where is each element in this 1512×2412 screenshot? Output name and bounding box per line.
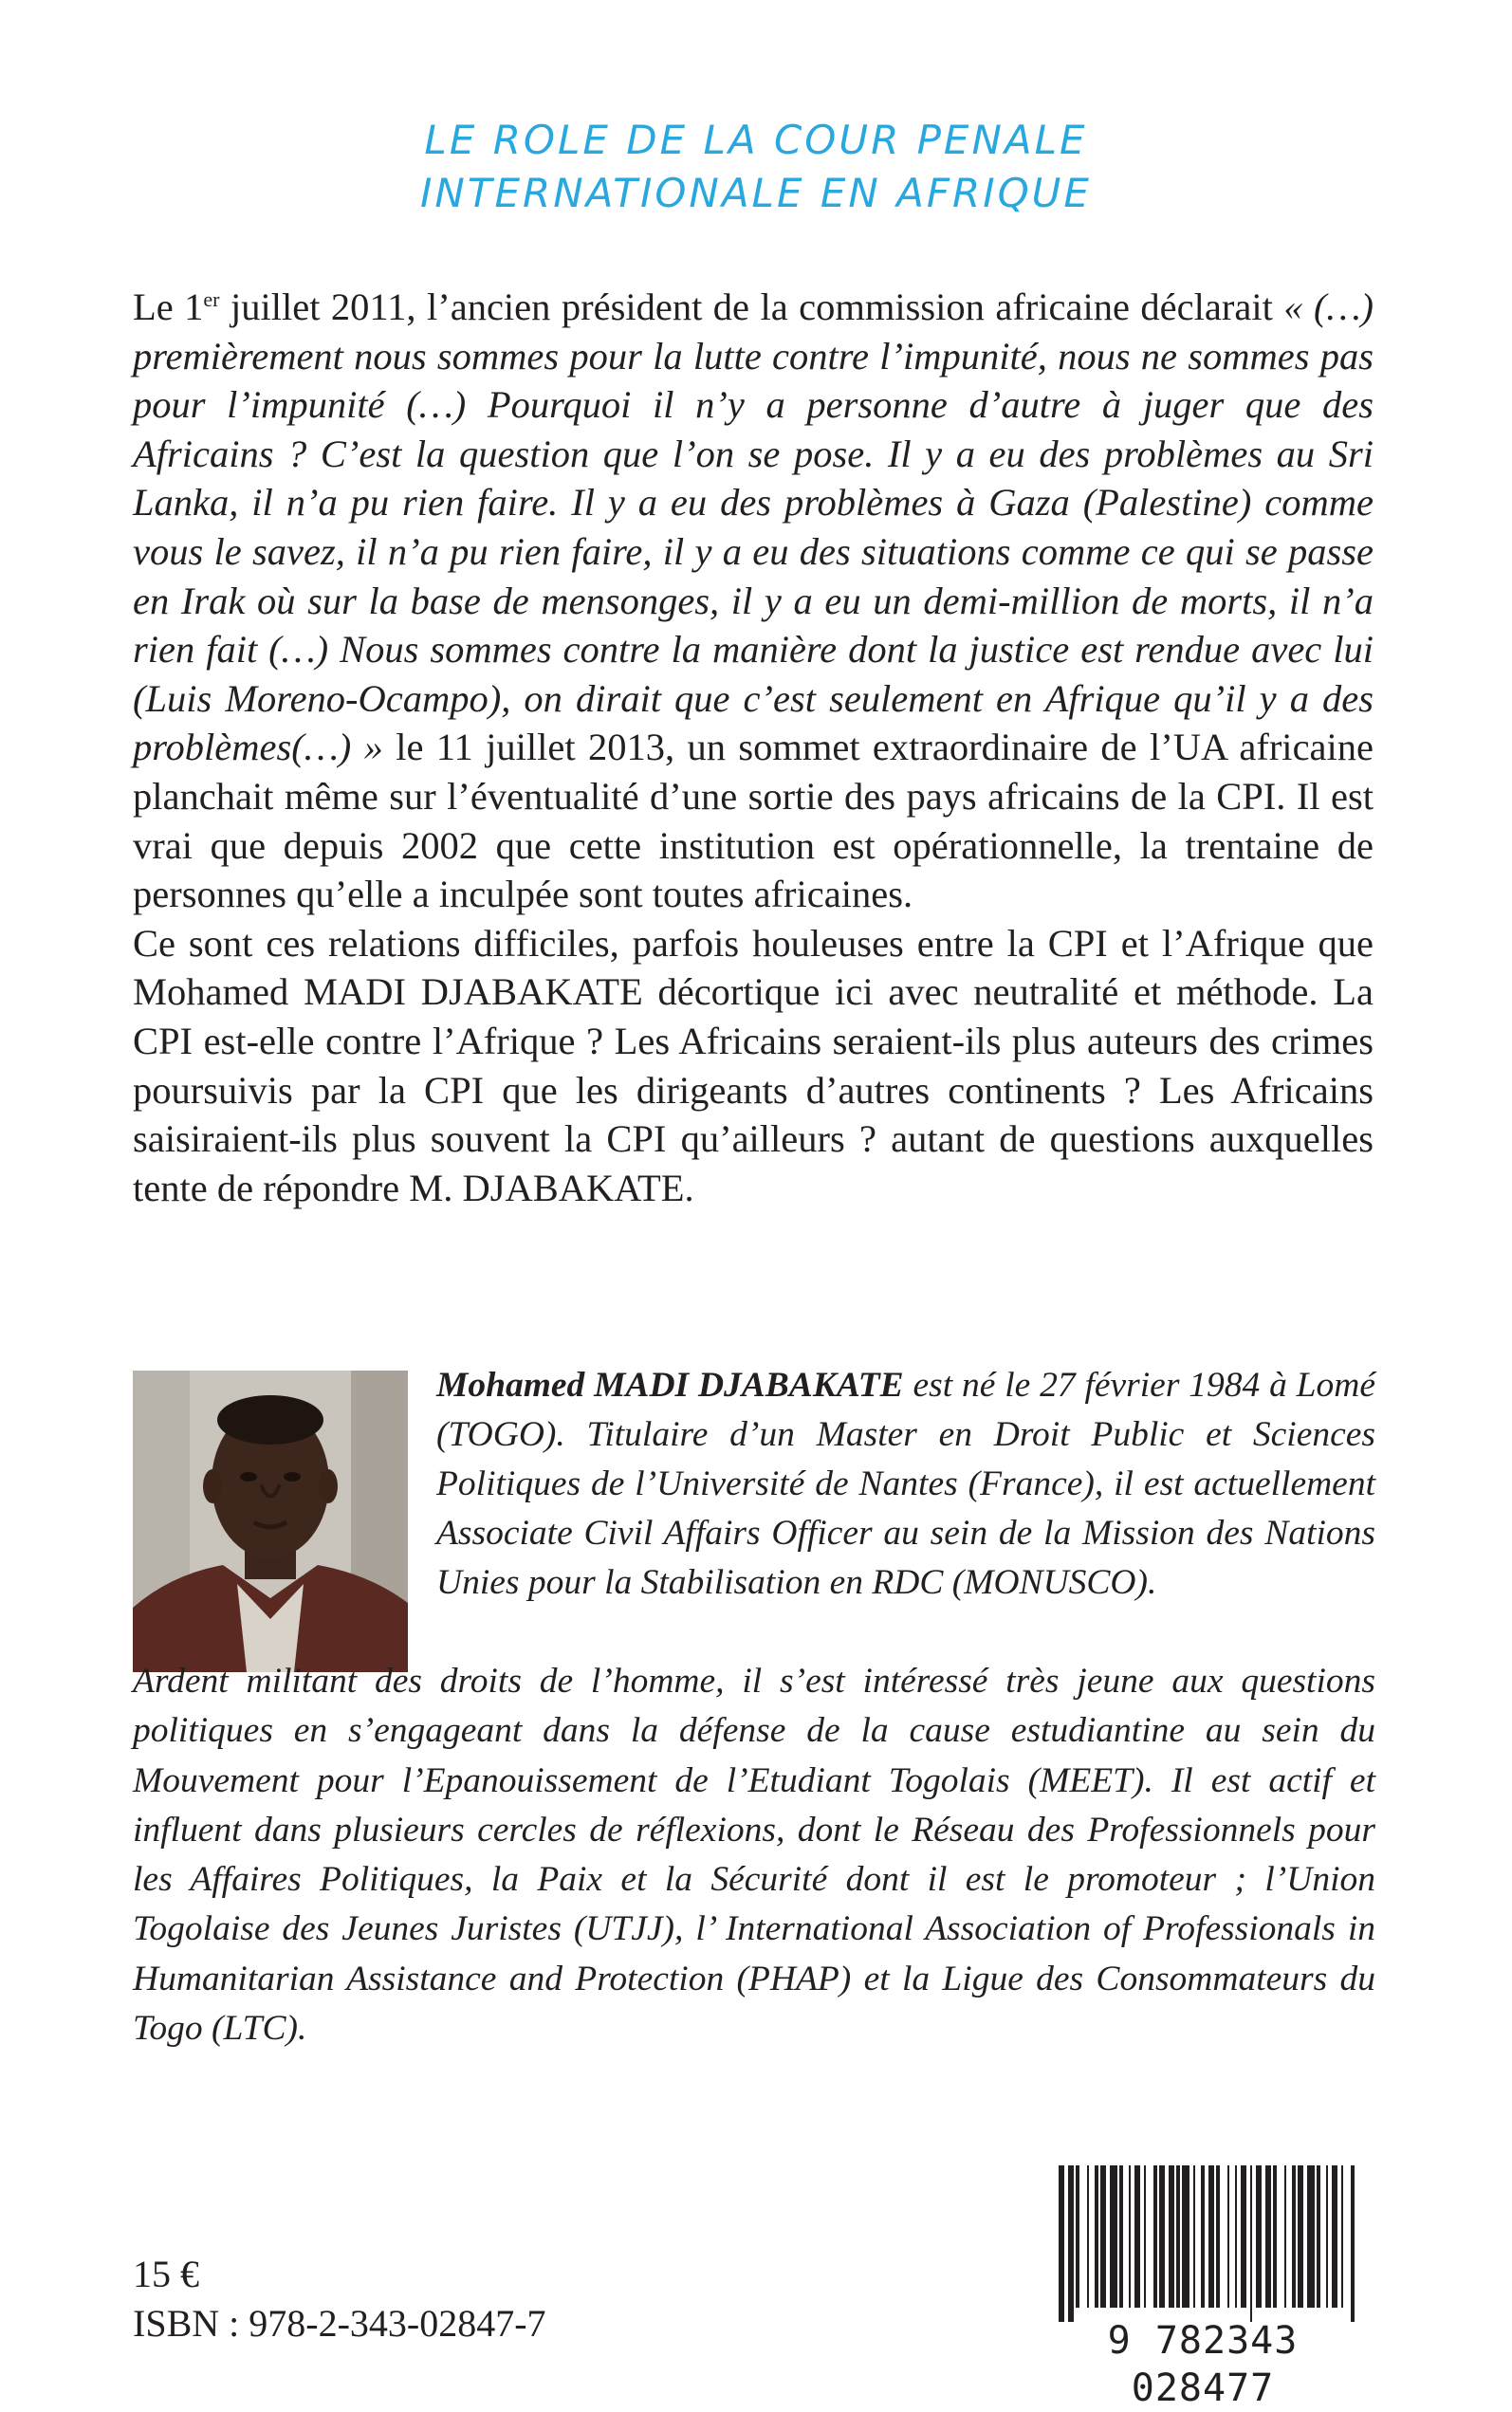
barcode-bar bbox=[1273, 2165, 1277, 2308]
book-summary bbox=[133, 283, 1374, 1212]
author-portrait-image bbox=[133, 1371, 408, 1672]
barcode-bar bbox=[1332, 2165, 1337, 2308]
summary-opening-rest: juillet 2011, l’ancien président de la commission africaine déclarait bbox=[219, 285, 1273, 328]
summary-continuation: le 11 juillet 2013, un sommet extraordinaire de l’UA africaine planchait même sur l’éventualité d’une sortie des pays africains de la CPI. Il est vrai que depuis 2002 que cette institution est opérationnelle, la trentaine de personnes qu’elle a inculpée sont toutes africaines. bbox=[133, 726, 1374, 916]
barcode-bar bbox=[1351, 2165, 1355, 2322]
barcode-bar bbox=[1134, 2165, 1140, 2308]
barcode-digits: 9 782343 028477 bbox=[1107, 2319, 1299, 2410]
barcode-bar bbox=[1341, 2165, 1343, 2308]
barcode-bar bbox=[1087, 2165, 1089, 2308]
price: 15 € bbox=[133, 2253, 199, 2295]
barcode-bar bbox=[1100, 2165, 1106, 2308]
barcode-bar bbox=[1216, 2165, 1220, 2308]
barcode-bar bbox=[1235, 2165, 1237, 2308]
summary-paragraph-1 bbox=[133, 283, 1374, 919]
author-name: Mohamed MADI DJABAKATE bbox=[436, 1366, 904, 1405]
barcode-bar bbox=[1076, 2165, 1079, 2308]
barcode-bar bbox=[1153, 2165, 1157, 2308]
barcode-bar bbox=[1095, 2165, 1098, 2308]
summary-quote: « (…) premièrement nous sommes pour la lutte contre l’impunité, nous ne sommes pas pour l’impunité (…) Pourquoi il n’y a personne d’autre à juger que des Africains ? C’est la question que l’on se pose. Il y a eu des problèmes au Sri Lanka, il n’a pu rien faire. Il y a eu des problèmes à Gaza (Palestine) comme vous le savez, il n’a pu rien faire, il y a eu des situations comme ce qui se passe en Irak où sur la base de mensonges, il y a eu un demi-million de morts, il n’a rien fait (…) Nous sommes contre la manière dont la justice est rendue avec lui (Luis Moreno-Ocampo), on dirait que c’est seulement en Afrique qu’il y a des problèmes(…) » bbox=[133, 285, 1374, 769]
barcode-bar bbox=[1284, 2165, 1286, 2308]
author-bio-intro-text: est né le 27 février 1984 à Lomé (TOGO). Titulaire d’un Master en Droit Public et Sciences Politiques de l’Université de Nantes (France), il est actuellement Associate Civil Affairs Officer au sein de la Mission des Nations Unies pour la Stabilisation en RDC (MONUSCO). bbox=[436, 1366, 1375, 1602]
author-bio-more: Ardent militant des droits de l’homme, il s’est intéressé très jeune aux questions politiques en s’engageant dans la défense de la cause estudiantine au sein du Mouvement pour l’Epanouissement de l’Etudiant Togolais (MEET). Il est actif et influent dans plusieurs cercles de réflexions, dont le Réseau des Professionnels pour les Affaires Politiques, la Paix et la Sécurité dont il est le promoteur ; l’Union Togolaise des Jeunes Juristes (UTJJ), l’ International Association of Professionals in Humanitarian Assistance and Protection (PHAP) et la Ligue des Consommateurs du Togo (LTC). bbox=[133, 1662, 1375, 2049]
barcode-bar bbox=[1292, 2165, 1296, 2308]
title-line-1: LE ROLE DE LA COUR PENALE bbox=[424, 117, 1088, 163]
barcode-bar bbox=[1241, 2165, 1246, 2308]
barcode-bar bbox=[1250, 2165, 1252, 2322]
barcode-bar bbox=[1208, 2165, 1214, 2308]
barcode-bar bbox=[1201, 2165, 1205, 2308]
barcode-bar bbox=[1307, 2165, 1315, 2308]
author-bio-intro bbox=[436, 1361, 1375, 1608]
barcode-bar bbox=[1265, 2165, 1271, 2308]
isbn: ISBN : 978-2-343-02847-7 bbox=[133, 2302, 546, 2345]
barcode-bar bbox=[1182, 2165, 1189, 2308]
barcode-bar bbox=[1119, 2165, 1123, 2308]
barcode-bar bbox=[1144, 2165, 1146, 2308]
barcode-bar bbox=[1176, 2165, 1180, 2308]
summary-paragraph-2: Ce sont ces relations difficiles, parfois houleuses entre la CPI et l’Afrique que Mohamed MADI DJABAKATE décortique ici avec neutralité et méthode. La CPI est-elle contre l’Afrique ? Les Africains seraient-ils plus auteurs des crimes poursuivis par la CPI que les dirigeants d’autres continents ? Les Africains saisiraient-ils plus souvent la CPI qu’ailleurs ? autant de questions auxquelles tente de répondre M. DJABAKATE. bbox=[133, 921, 1374, 1209]
barcode-bar bbox=[1193, 2165, 1195, 2308]
barcode-bar bbox=[1317, 2165, 1320, 2308]
title-line-2: INTERNATIONALE EN AFRIQUE bbox=[420, 170, 1092, 216]
summary-opening: Le 1 bbox=[133, 285, 204, 328]
barcode-bar bbox=[1169, 2165, 1174, 2308]
cover-title bbox=[0, 114, 1512, 220]
barcode-bar bbox=[1256, 2165, 1262, 2308]
barcode-bar bbox=[1159, 2165, 1165, 2308]
barcode-bars bbox=[1032, 2165, 1374, 2322]
barcode-bar bbox=[1129, 2165, 1131, 2308]
barcode-bar bbox=[1326, 2165, 1328, 2308]
barcode-bar bbox=[1227, 2165, 1229, 2308]
barcode-bar bbox=[1068, 2165, 1074, 2322]
ordinal-superscript: er bbox=[203, 287, 220, 311]
author-photo bbox=[133, 1371, 408, 1672]
barcode-bar bbox=[1059, 2165, 1064, 2322]
barcode bbox=[1032, 2165, 1374, 2410]
barcode-bar bbox=[1110, 2165, 1117, 2308]
barcode-bar bbox=[1298, 2165, 1303, 2308]
